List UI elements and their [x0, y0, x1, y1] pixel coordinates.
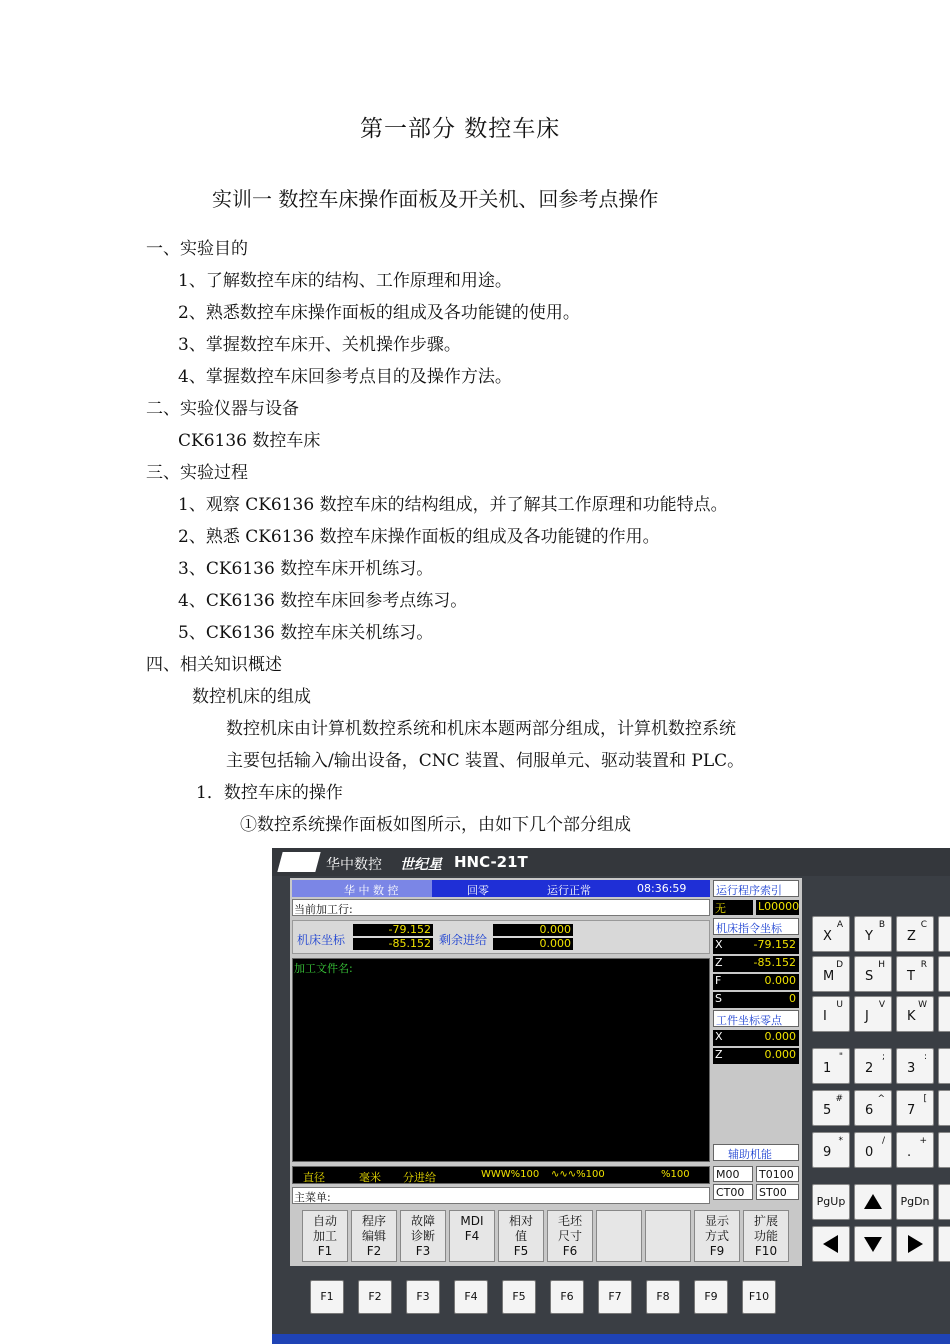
f2-key[interactable]: F2	[358, 1280, 392, 1314]
mx-value: -79.152	[388, 923, 431, 936]
cmd-coord: 机床指令坐标	[713, 918, 799, 935]
t-code: T0100	[756, 1166, 799, 1182]
rx-value: 0.000	[539, 923, 571, 936]
key-dot[interactable]: . +	[896, 1132, 934, 1168]
key-edge[interactable]	[938, 996, 950, 1032]
f1-key[interactable]: F1	[310, 1280, 344, 1314]
line: 四、相关知识概述	[146, 655, 282, 675]
line: 数控机床由计算机数控系统和机床本题两部分组成，计算机数控系统	[226, 719, 736, 739]
mz-field	[353, 938, 433, 950]
m-code: M00	[713, 1166, 753, 1182]
f5-key[interactable]: F5	[502, 1280, 536, 1314]
diameter-mode: 直径	[303, 1171, 325, 1184]
screen-titlebar	[292, 880, 710, 897]
ct-code: CT00	[713, 1184, 753, 1200]
spindle-override: %100	[661, 1169, 690, 1180]
mx-field	[353, 924, 433, 936]
cmd-z: Z -85.152	[713, 956, 799, 972]
mz-value: -85.152	[388, 937, 431, 950]
softkey-diag[interactable]: 故障 诊断 F3	[400, 1210, 446, 1262]
zero-x: X 0.000	[713, 1030, 799, 1046]
softkey-auto[interactable]: 自动 加工 F1	[302, 1210, 348, 1262]
softkey-extend[interactable]: 扩展 功能 F10	[743, 1210, 789, 1262]
key-5[interactable]: 5 #	[812, 1090, 850, 1126]
hnc-logo	[277, 852, 320, 872]
main-menu-row	[292, 1187, 710, 1204]
rapid-override: ∿∿∿%100	[551, 1169, 605, 1180]
line: 1、观察 CK6136 数控车床的结构组成，并了解其工作原理和功能特点。	[178, 495, 728, 515]
main-menu-label: 主菜单:	[294, 1191, 331, 1204]
aux-function: 辅助机能	[713, 1144, 799, 1161]
key-edge[interactable]	[938, 1184, 950, 1220]
panel-header	[272, 848, 950, 876]
key-edge[interactable]	[938, 956, 950, 992]
prog-none: 无	[713, 900, 753, 915]
line: CK6136 数控车床	[178, 431, 321, 451]
softkey-relative[interactable]: 相对 值 F5	[498, 1210, 544, 1262]
softkey-display[interactable]: 显示 方式 F9	[694, 1210, 740, 1262]
left-arrow-key[interactable]	[812, 1226, 850, 1262]
key-2[interactable]: 2 ;	[854, 1048, 892, 1084]
program-area	[292, 958, 710, 1162]
key-edge[interactable]	[938, 1132, 950, 1168]
f6-key[interactable]: F6	[550, 1280, 584, 1314]
f8-key[interactable]: F8	[646, 1280, 680, 1314]
line: 三、实验过程	[146, 463, 248, 483]
panel-bottom-strip	[272, 1334, 950, 1344]
cnc-screen	[290, 878, 802, 1266]
key-z[interactable]: Z C	[896, 916, 934, 952]
f9-key[interactable]: F9	[694, 1280, 728, 1314]
f4-key[interactable]: F4	[454, 1280, 488, 1314]
key-7[interactable]: 7 [	[896, 1090, 934, 1126]
current-line-row	[292, 899, 710, 916]
line: 1、了解数控车床的结构、工作原理和用途。	[178, 271, 512, 291]
file-label: 加工文件名:	[294, 962, 353, 975]
rz-value: 0.000	[539, 937, 571, 950]
brand: 华中数控	[326, 857, 382, 873]
key-j[interactable]: J V	[854, 996, 892, 1032]
line: 数控机床的组成	[192, 687, 311, 707]
cmd-x: X -79.152	[713, 938, 799, 954]
key-edge[interactable]	[938, 1226, 950, 1262]
down-arrow-key[interactable]	[854, 1226, 892, 1262]
remaining-label: 剩余进给	[439, 933, 488, 947]
key-m[interactable]: M D	[812, 956, 850, 992]
rx-field	[493, 924, 573, 936]
zero-z: Z 0.000	[713, 1048, 799, 1064]
prog-index: 运行程序索引	[713, 880, 799, 897]
line: ①数控系统操作面板如图所示，由如下几个部分组成	[240, 815, 631, 835]
key-edge[interactable]	[938, 1090, 950, 1126]
key-3[interactable]: 3 :	[896, 1048, 934, 1084]
pgdn-key[interactable]: PgDn	[896, 1184, 934, 1220]
section-title: 实训一 数控车床操作面板及开关机、回参考点操作	[212, 187, 659, 211]
line: 2、熟悉 CK6136 数控车床操作面板的组成及各功能键的作用。	[178, 527, 660, 547]
f3-key[interactable]: F3	[406, 1280, 440, 1314]
line: 4、CK6136 数控车床回参考点练习。	[178, 591, 468, 611]
softkey-edit[interactable]: 程序 编辑 F2	[351, 1210, 397, 1262]
series: 世纪星	[400, 857, 442, 873]
st-code: ST00	[756, 1184, 799, 1200]
line: 3、CK6136 数控车床开机练习。	[178, 559, 434, 579]
prog-number: L00000	[758, 900, 800, 913]
pgup-key[interactable]: PgUp	[812, 1184, 850, 1220]
key-edge[interactable]	[938, 916, 950, 952]
feed-override: WWW%100	[481, 1169, 540, 1180]
key-1[interactable]: 1 "	[812, 1048, 850, 1084]
right-arrow-key[interactable]	[896, 1226, 934, 1262]
page-title: 第一部分 数控车床	[360, 116, 561, 142]
softkey-f8[interactable]	[645, 1210, 691, 1262]
key-6[interactable]: 6 ^	[854, 1090, 892, 1126]
work-zero: 工件坐标零点	[713, 1010, 799, 1027]
key-y[interactable]: Y B	[854, 916, 892, 952]
cmd-f: F 0.000	[713, 974, 799, 990]
line: 一、实验目的	[146, 239, 248, 259]
key-9[interactable]: 9 *	[812, 1132, 850, 1168]
line: 主要包括输入/输出设备，CNC 装置、伺服单元、驱动装置和 PLC。	[226, 751, 745, 771]
coord-box	[292, 920, 710, 954]
key-s[interactable]: S H	[854, 956, 892, 992]
line: 5、CK6136 数控车床关机练习。	[178, 623, 434, 643]
status-bar	[292, 1166, 710, 1184]
f7-key[interactable]: F7	[598, 1280, 632, 1314]
rz-field	[493, 938, 573, 950]
unit-mode: 毫米	[359, 1171, 381, 1184]
line: 二、实验仪器与设备	[146, 399, 299, 419]
mode: 回零	[467, 884, 489, 897]
f10-key[interactable]: F10	[742, 1280, 776, 1314]
key-t[interactable]: T R	[896, 956, 934, 992]
key-edge[interactable]	[938, 1048, 950, 1084]
clock: 08:36:59	[637, 882, 687, 895]
line: 2、熟悉数控车床操作面板的组成及各功能键的使用。	[178, 303, 580, 323]
key-0[interactable]: 0 /	[854, 1132, 892, 1168]
model: HNC-21T	[454, 853, 528, 871]
line: 1．数控车床的操作	[196, 783, 343, 803]
softkey-mdi[interactable]: MDI F4	[449, 1210, 495, 1262]
softkey-blank[interactable]: 毛坯 尺寸 F6	[547, 1210, 593, 1262]
current-line-label: 当前加工行:	[294, 903, 353, 916]
feed-mode: 分进给	[403, 1171, 436, 1184]
status: 运行正常	[547, 884, 591, 897]
screen-logo: 华 中 数 控	[344, 884, 399, 897]
line: 4、掌握数控车床回参考点目的及操作方法。	[178, 367, 512, 387]
up-arrow-key[interactable]	[854, 1184, 892, 1220]
cmd-s: S 0	[713, 992, 799, 1008]
softkey-f7[interactable]	[596, 1210, 642, 1262]
key-x[interactable]: X A	[812, 916, 850, 952]
cnc-panel	[272, 848, 950, 1344]
line: 3、掌握数控车床开、关机操作步骤。	[178, 335, 461, 355]
key-k[interactable]: K W	[896, 996, 934, 1032]
key-i[interactable]: I U	[812, 996, 850, 1032]
machine-coord-label: 机床坐标	[297, 933, 346, 947]
